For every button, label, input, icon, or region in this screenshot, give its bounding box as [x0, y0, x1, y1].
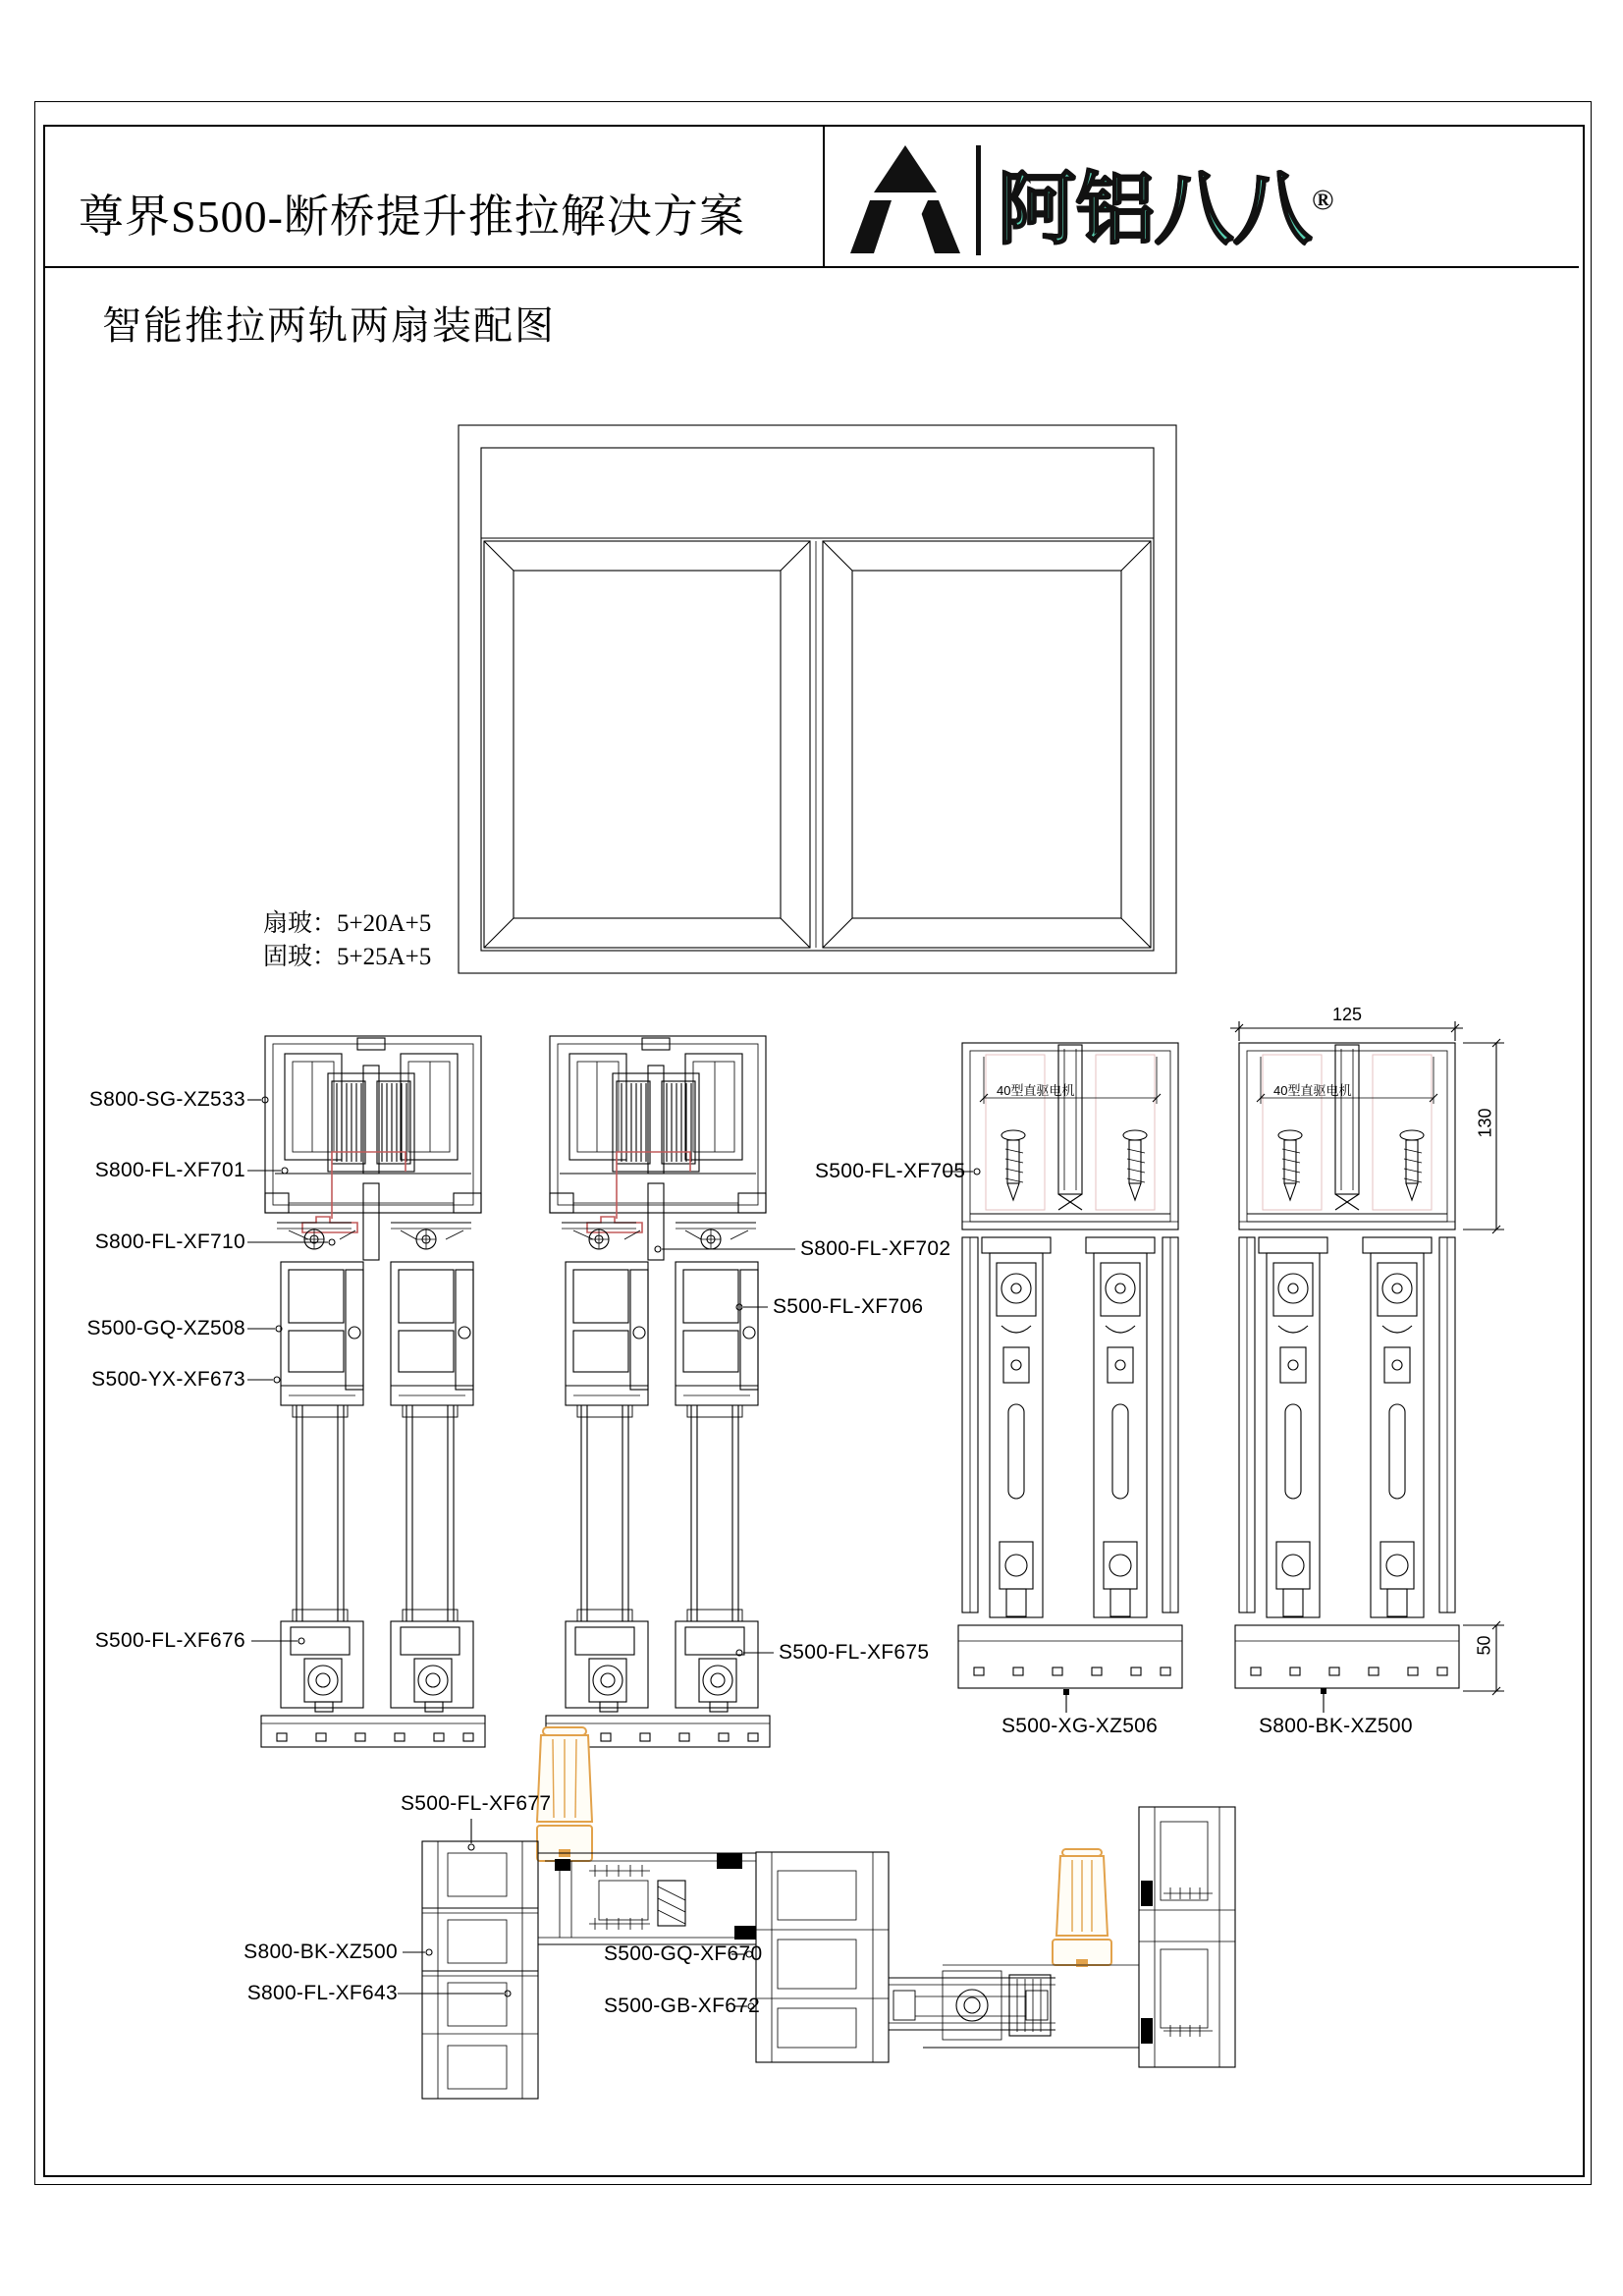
glass-spec-fixed: 固玻：5+25A+5 — [263, 944, 432, 970]
title-block-divider-vertical — [823, 127, 825, 266]
part-label: S500-GQ-XZ508 — [86, 1317, 245, 1339]
title-block-divider-horizontal — [45, 266, 1579, 268]
drawing-subtitle: 智能推拉两轨两扇装配图 — [102, 303, 556, 348]
part-label: S800-FL-XF702 — [800, 1237, 951, 1260]
part-label: S800-BK-XZ500 — [1259, 1715, 1413, 1737]
part-label: S500-YX-XF673 — [91, 1368, 245, 1391]
part-label: S500-FL-XF675 — [779, 1641, 930, 1664]
glass-spec-notes — [263, 907, 431, 974]
part-label: S500-FL-XF706 — [773, 1295, 924, 1318]
brand-name-text: 阿铝八八 — [998, 167, 1312, 254]
part-label: S800-FL-XF710 — [94, 1230, 245, 1253]
dimension-width: 125 — [1331, 1005, 1363, 1024]
part-label: S500-FL-XF677 — [401, 1792, 552, 1815]
motor-annotation: 40型直驱电机 — [997, 1083, 1075, 1098]
logo-separator — [976, 145, 981, 255]
part-label: S800-FL-XF643 — [246, 1982, 398, 2004]
part-label: S500-FL-XF705 — [815, 1160, 966, 1182]
brand-logo-icon — [850, 143, 962, 257]
motor-annotation: 40型直驱电机 — [1273, 1083, 1352, 1098]
document-title: 尊界S500-断桥提升推拉解决方案 — [79, 191, 745, 242]
part-label: S500-GB-XF672 — [604, 1995, 761, 2017]
part-label: S800-FL-XF701 — [94, 1159, 245, 1181]
dimension-track-height: 50 — [1474, 1635, 1494, 1656]
dimension-height: 130 — [1475, 1108, 1495, 1138]
part-label: S500-GQ-XF670 — [604, 1942, 763, 1965]
brand-name — [998, 149, 1333, 262]
part-label: S800-BK-XZ500 — [243, 1941, 398, 1963]
glass-spec-sash: 扇玻：5+20A+5 — [263, 910, 432, 937]
part-label: S500-XG-XZ506 — [1001, 1715, 1159, 1737]
registered-trademark-icon: ® — [1312, 184, 1334, 216]
plan-section-drawing — [265, 1723, 1434, 2111]
part-label: S500-FL-XF676 — [94, 1629, 245, 1652]
window-elevation-drawing — [432, 417, 1198, 982]
part-label: S800-SG-XZ533 — [88, 1088, 245, 1111]
